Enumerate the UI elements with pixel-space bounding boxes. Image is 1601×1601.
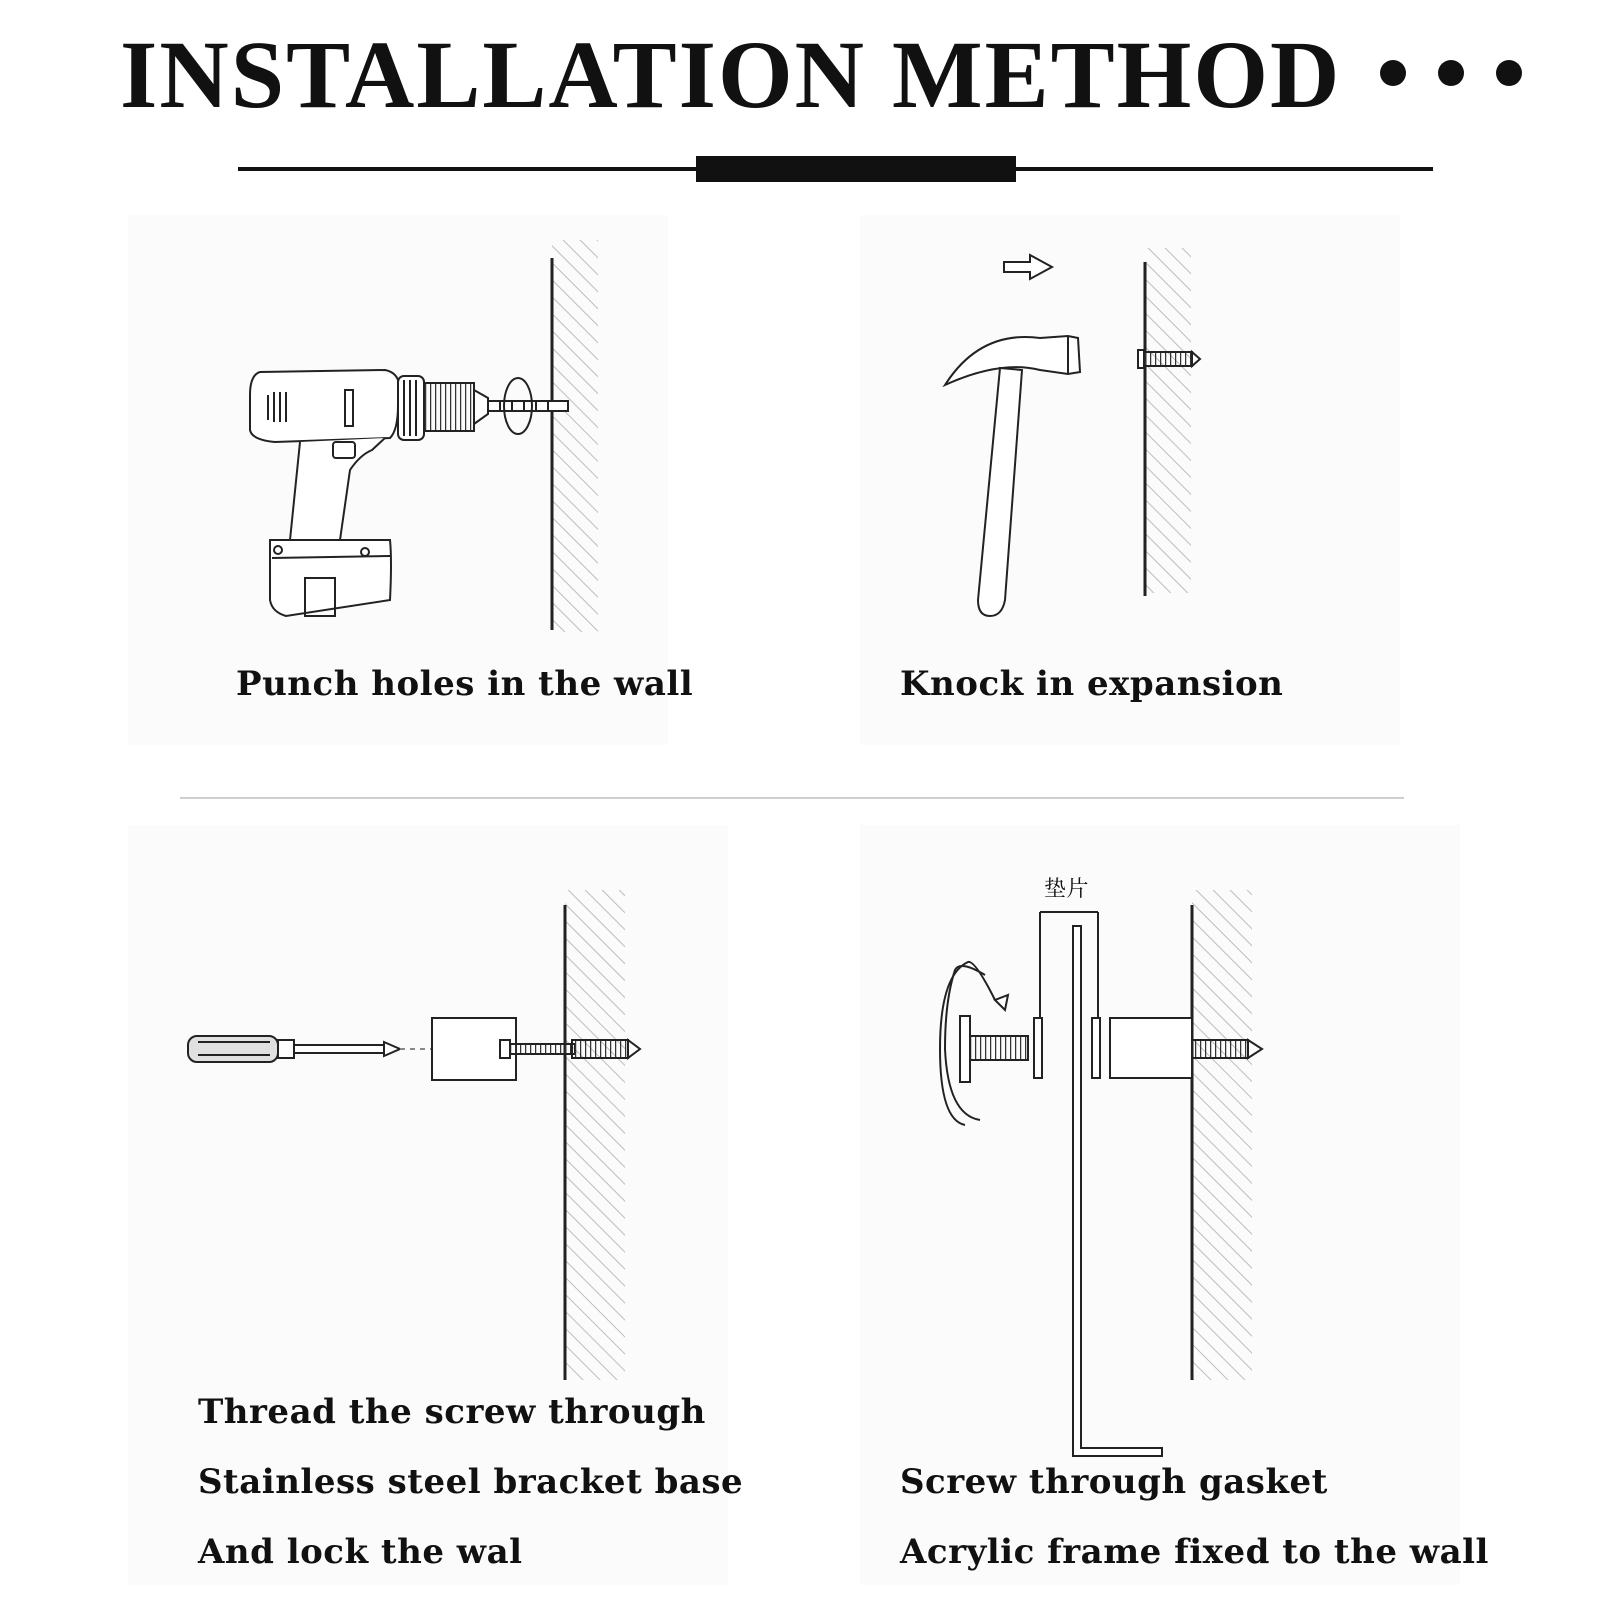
step-1-caption: Punch holes in the wall <box>236 664 694 704</box>
acrylic-frame-icon <box>1073 926 1162 1456</box>
gasket-icon <box>1034 1018 1100 1078</box>
gasket-label: 垫片 <box>1044 877 1090 902</box>
arrow-right-icon <box>1004 255 1052 279</box>
wall-icon <box>1192 890 1252 1380</box>
gasket-label-bracket <box>1040 912 1098 1018</box>
step-4-illustration <box>940 890 1262 1456</box>
step-4-caption-line-2: Acrylic frame fixed to the wall <box>900 1532 1489 1572</box>
step-2-illustration <box>945 248 1200 616</box>
step-3-caption-line-1: Thread the screw through <box>198 1392 706 1432</box>
cap-screw-icon <box>960 1016 1028 1082</box>
page-title: INSTALLATION METHOD <box>120 21 1342 128</box>
step-4-caption-line-1: Screw through gasket <box>900 1462 1328 1502</box>
wall-icon <box>565 890 625 1380</box>
step-3-caption-line-2: Stainless steel bracket base <box>198 1462 744 1502</box>
drill-icon <box>250 370 568 616</box>
step-3-caption-line-3: And lock the wal <box>198 1532 523 1572</box>
step-2-caption: Knock in expansion <box>900 664 1284 704</box>
hammer-icon <box>945 336 1080 616</box>
wall-icon <box>552 240 598 632</box>
step-3-illustration <box>188 890 640 1380</box>
wall-icon <box>1145 248 1191 596</box>
anchor-plug-icon <box>1138 350 1200 368</box>
step-1-illustration <box>250 240 598 632</box>
